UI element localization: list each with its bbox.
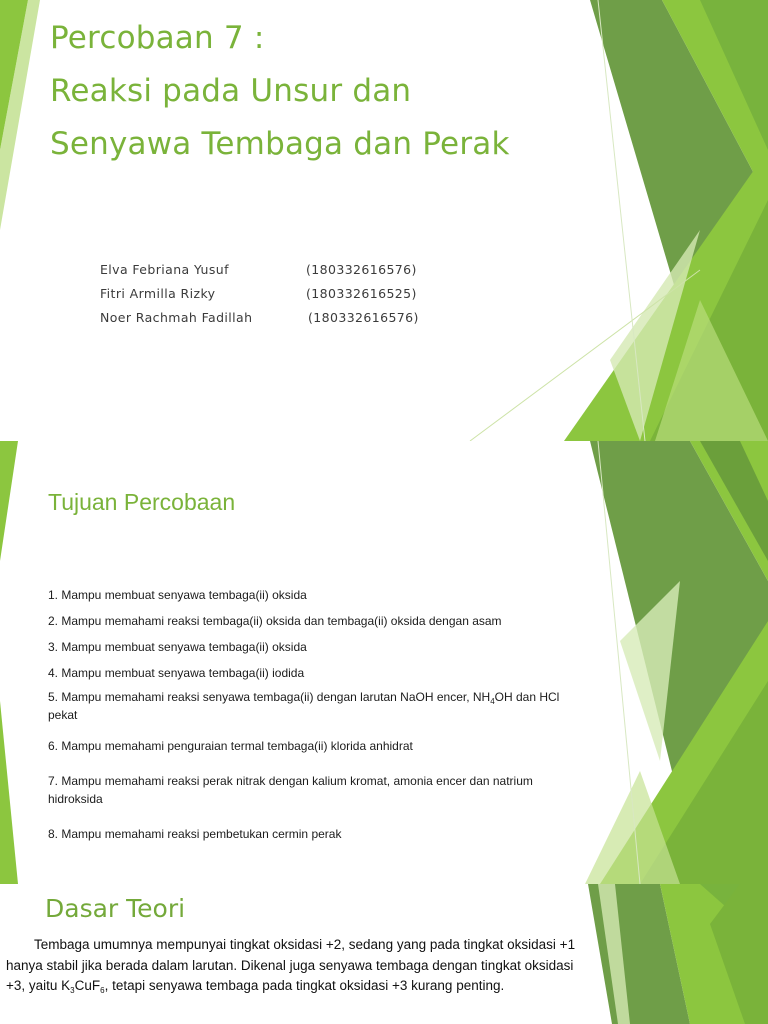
subscript: 4 bbox=[490, 697, 495, 706]
list-item: 2. Mampu memahami reaksi tembaga(ii) oksida dan tembaga(ii) oksida dengan asam bbox=[48, 614, 502, 628]
title-line-3: Senyawa Tembaga dan Perak bbox=[50, 126, 510, 162]
paragraph-text: CuF bbox=[74, 978, 101, 993]
list-item: 6. Mampu memahami penguraian termal tembaga(ii) klorida anhidrat bbox=[48, 739, 413, 753]
list-item: 4. Mampu membuat senyawa tembaga(ii) iodida bbox=[48, 666, 305, 680]
author-name: Fitri Armilla Rizky bbox=[100, 286, 216, 301]
title-slide bbox=[0, 0, 768, 441]
section-title: Tujuan Percobaan bbox=[48, 489, 236, 515]
slide-title bbox=[50, 12, 510, 171]
theory-paragraph bbox=[6, 935, 592, 997]
list-item bbox=[48, 688, 573, 724]
author-name: Elva Febriana Yusuf bbox=[100, 262, 229, 277]
author-id: (180332616576) bbox=[308, 310, 419, 325]
objectives-slide bbox=[0, 441, 768, 884]
author-id: (180332616525) bbox=[306, 286, 417, 301]
list-item: 1. Mampu membuat senyawa tembaga(ii) oksida bbox=[48, 588, 307, 602]
subscript: 3 bbox=[70, 986, 75, 995]
theory-slide bbox=[0, 884, 768, 1024]
author-id: (180332616576) bbox=[306, 262, 417, 277]
author-name: Noer Rachmah Fadillah bbox=[100, 310, 253, 325]
paragraph-text: Tembaga umumnya mempunyai tingkat oksidasi +2, sedang yang pada tingkat oksidasi +1 hanya stabil jika berada dalam larutan. Dikenal juga senyawa tembaga dengan tingkat oksidasi +3, yaitu K bbox=[6, 937, 576, 993]
list-item: 3. Mampu membuat senyawa tembaga(ii) oksida bbox=[48, 640, 307, 654]
list-item: 7. Mampu memahami reaksi perak nitrak dengan kalium kromat, amonia encer dan natrium hidroksida bbox=[48, 774, 533, 806]
list-item-text: OH dan HCl pekat bbox=[48, 690, 560, 722]
section-title: Dasar Teori bbox=[45, 894, 186, 923]
subscript: 6 bbox=[100, 986, 105, 995]
paragraph-text: , tetapi senyawa tembaga pada tingkat oksidasi +3 kurang penting. bbox=[104, 978, 505, 993]
list-item-text: 5. Mampu memahami reaksi senyawa tembaga(ii) dengan larutan NaOH encer, NH bbox=[48, 690, 491, 704]
title-line-2: Reaksi pada Unsur dan bbox=[50, 73, 412, 109]
title-line-1: Percobaan 7 : bbox=[50, 20, 265, 56]
list-item: 8. Mampu memahami reaksi pembetukan cermin perak bbox=[48, 827, 342, 841]
